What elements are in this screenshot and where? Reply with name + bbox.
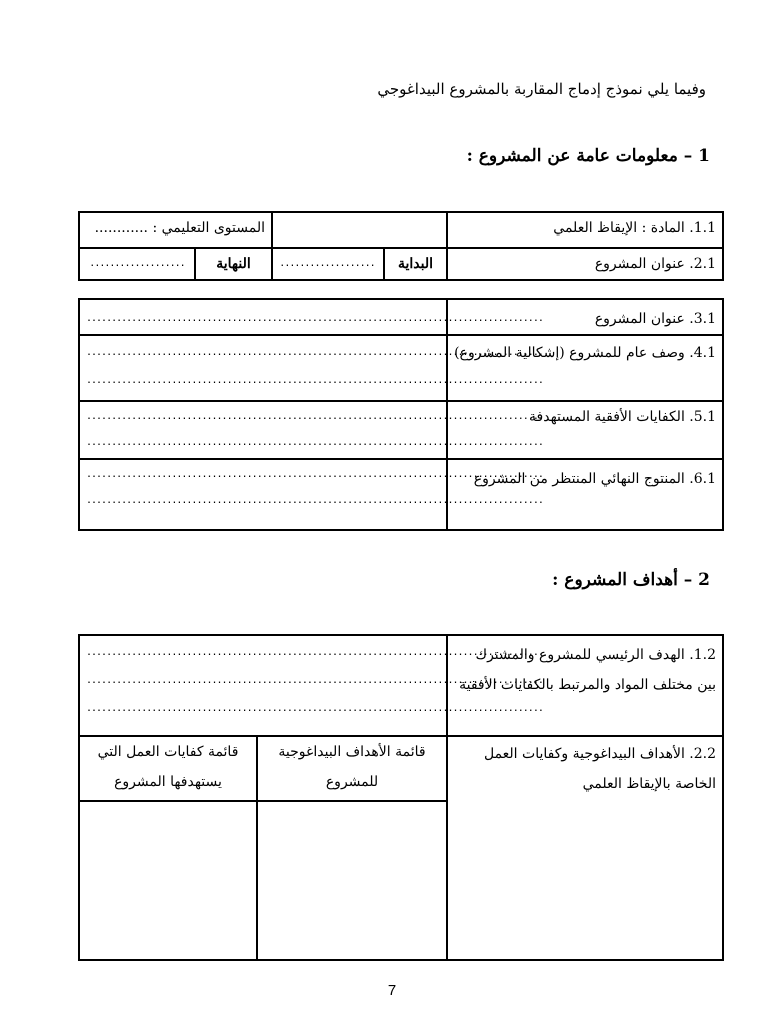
divider (271, 213, 273, 247)
row-line[interactable]: ........................................................................................... (86, 411, 543, 422)
subject-cell: 1.1. المادة : الإيقاظ العلمي (553, 220, 716, 236)
row-line[interactable]: ........................................................................................... (86, 469, 543, 480)
row-line[interactable]: ........................................................................................... (86, 437, 543, 448)
goals-column-header: قائمة الأهداف البيداغوجية للمشروع (278, 744, 426, 790)
competencies-list-cell[interactable] (80, 802, 256, 959)
section1-heading: 1 – معلومات عامة عن المشروع : (466, 146, 710, 166)
row-line[interactable]: ........................................................................................... (86, 347, 543, 358)
row-line[interactable]: ........................................................................................... (86, 495, 543, 506)
goal-line[interactable]: ........................................................................................... (86, 703, 543, 714)
project-details-table (78, 298, 724, 531)
goals-list-cell[interactable] (258, 802, 446, 959)
end-label: النهاية (216, 256, 251, 272)
start-label: البداية (397, 256, 434, 272)
project-title-label: 2.1. عنوان المشروع (594, 256, 716, 272)
goal-line[interactable]: ........................................................................................... (86, 647, 543, 658)
main-goal-label: 1.2. الهدف الرئيسي للمشروع والمشترك بين مختلف المواد والمرتبط بالكفايات الأفقية (459, 647, 716, 693)
divider (383, 249, 385, 279)
row-label: 4.1. وصف عام للمشروع (إشكالية المشروع) (454, 345, 716, 361)
general-info-table (78, 211, 724, 281)
level-cell: المستوى التعليمي : ............ (94, 220, 265, 236)
row-line[interactable]: ........................................................................................... (86, 313, 543, 324)
competencies-column-header: قائمة كفايات العمل التي يستهدفها المشروع (97, 744, 239, 790)
divider (194, 249, 196, 279)
row-label: 6.1. المنتوج النهائي المنتظر من المشروع (473, 471, 716, 487)
divider (80, 334, 722, 336)
end-value[interactable]: ................... (89, 258, 185, 269)
row-line[interactable]: ........................................................................................... (86, 375, 543, 386)
pedagogical-goals-label: 2.2. الأهداف البيداغوجية وكفايات العمل الخاصة بالإيقاظ العلمي (483, 746, 716, 792)
page-number: 7 (387, 982, 397, 999)
divider (271, 249, 273, 279)
row-label: 3.1. عنوان المشروع (594, 311, 716, 327)
section2-heading: 2 – أهداف المشروع : (552, 570, 710, 590)
start-value[interactable]: ................... (279, 258, 375, 269)
project-goals-table (78, 634, 724, 961)
goal-line[interactable]: ........................................................................................... (86, 675, 543, 686)
intro-text: وفيما يلي نموذج إدماج المقاربة بالمشروع البيداغوجي (377, 80, 706, 98)
row-label: 5.1. الكفايات الأفقية المستهدفة (529, 409, 716, 425)
